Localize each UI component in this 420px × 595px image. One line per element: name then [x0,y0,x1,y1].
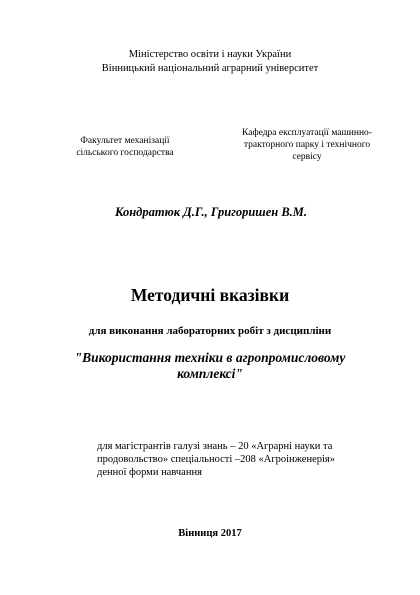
audience-line: для магістрантів галузі знань – 20 «Аграрні науки та [97,441,333,452]
discipline-name [40,350,380,382]
department-line: сервісу [292,152,322,162]
audience-line: денної форми навчання [97,467,202,478]
department-line: Кафедра експлуатації машинно- [242,128,372,138]
document-title: Методичні вказівки [130,285,290,305]
discipline-line: "Використання техніки в агропромисловому [74,350,346,365]
department-line: тракторного парку і технічного [243,140,371,150]
faculty-name [50,135,200,159]
discipline-line: комплексі" [177,366,243,381]
ministry-name: Міністерство освіти і науки України [128,49,292,60]
audience-line: продовольство» спеціальності –208 «Агроінженерія» [97,454,335,465]
university-name: Вінницький національний аграрний університет [101,63,319,74]
faculty-line: сільського господарства [76,148,174,158]
city-year: Вінниця 2017 [178,528,242,539]
department-name [218,127,396,163]
faculty-line: Факультет механізації [80,136,170,146]
authors: Кондратюк Д.Г., Григоришен В.М. [114,205,308,219]
document-purpose: для виконання лабораторних робіт з дисципліни [88,325,332,337]
target-audience [97,440,397,479]
